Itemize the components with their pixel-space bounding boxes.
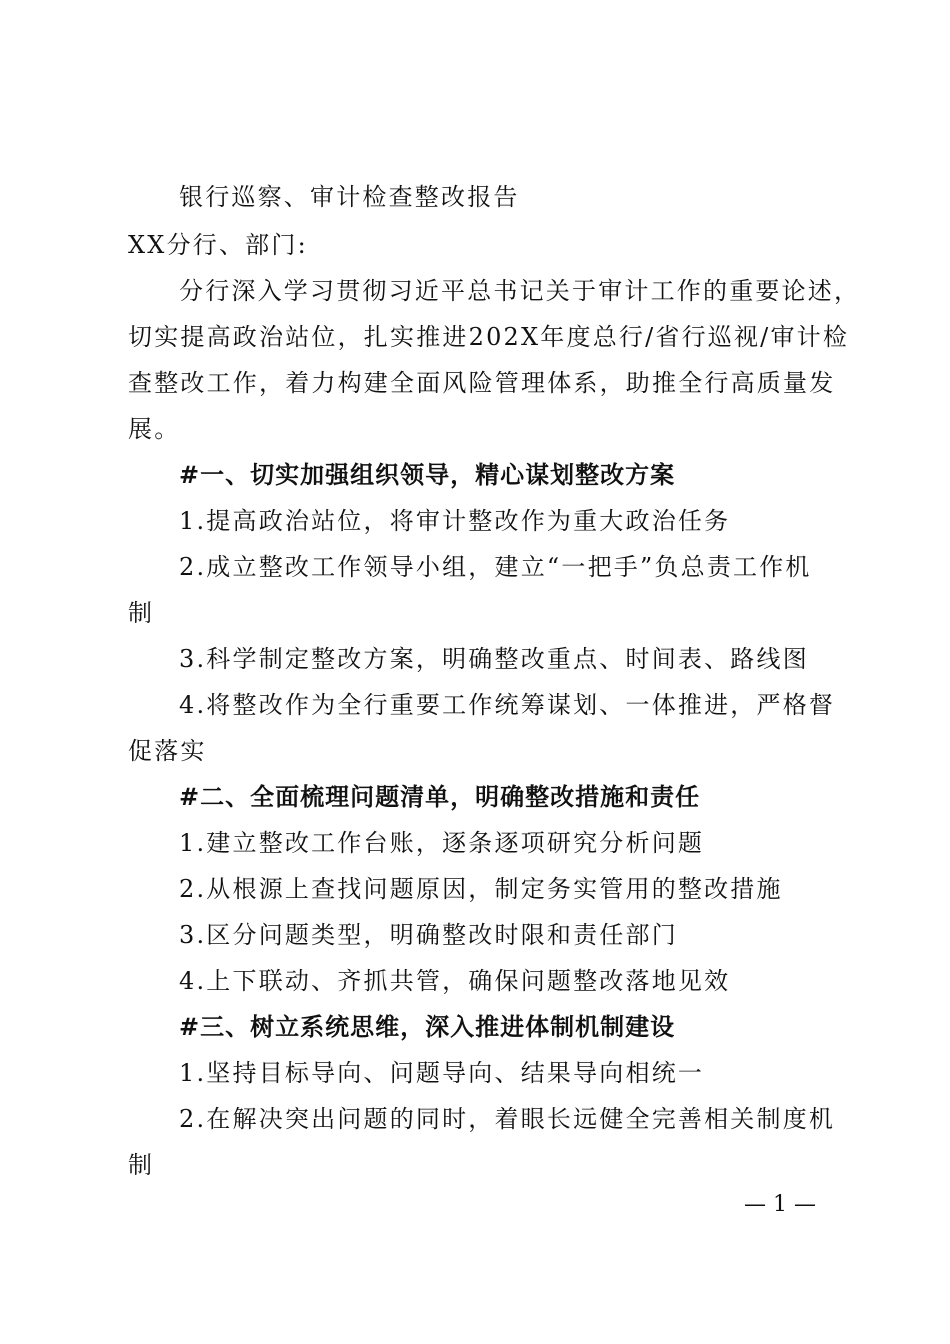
list-item-continuation: 制 — [128, 1151, 155, 1179]
list-item: 3.区分问题类型，明确整改时限和责任部门 — [179, 921, 678, 949]
list-item: 1.建立整改工作台账，逐条逐项研究分析问题 — [179, 829, 705, 857]
list-item: 2.从根源上查找问题原因，制定务实管用的整改措施 — [179, 875, 783, 903]
list-item: 2.在解决突出问题的同时，着眼长远健全完善相关制度机 — [179, 1105, 836, 1133]
list-item: 4.将整改作为全行重要工作统筹谋划、一体推进，严格督 — [179, 691, 836, 719]
list-item: 2.成立整改工作领导小组，建立“一把手”负总责工作机 — [179, 553, 812, 581]
list-item-continuation: 制 — [128, 599, 155, 627]
list-item: 4.上下联动、齐抓共管，确保问题整改落地见效 — [179, 967, 731, 995]
list-item: 1.坚持目标导向、问题导向、结果导向相统一 — [179, 1059, 705, 1087]
intro-line: 查整改工作，着力构建全面风险管理体系，助推全行高质量发 — [128, 369, 836, 397]
list-item: 3.科学制定整改方案，明确整改重点、时间表、路线图 — [179, 645, 809, 673]
section-heading: #三、树立系统思维，深入推进体制机制建设 — [179, 1013, 676, 1041]
section-heading: #一、切实加强组织领导，精心谋划整改方案 — [179, 461, 676, 489]
section-heading: #二、全面梳理问题清单，明确整改措施和责任 — [179, 783, 701, 811]
salutation: XX分行、部门: — [128, 231, 308, 259]
intro-line: 切实提高政治站位，扎实推进202X年度总行/省行巡视/审计检 — [128, 323, 850, 351]
list-item: 1.提高政治站位，将审计整改作为重大政治任务 — [179, 507, 731, 535]
intro-line: 分行深入学习贯彻习近平总书记关于审计工作的重要论述， — [179, 277, 861, 305]
document-title: 银行巡察、审计检查整改报告 — [179, 183, 520, 211]
list-item-continuation: 促落实 — [128, 737, 207, 765]
intro-line: 展。 — [128, 415, 181, 443]
page-number: — 1 — — [744, 1192, 816, 1217]
